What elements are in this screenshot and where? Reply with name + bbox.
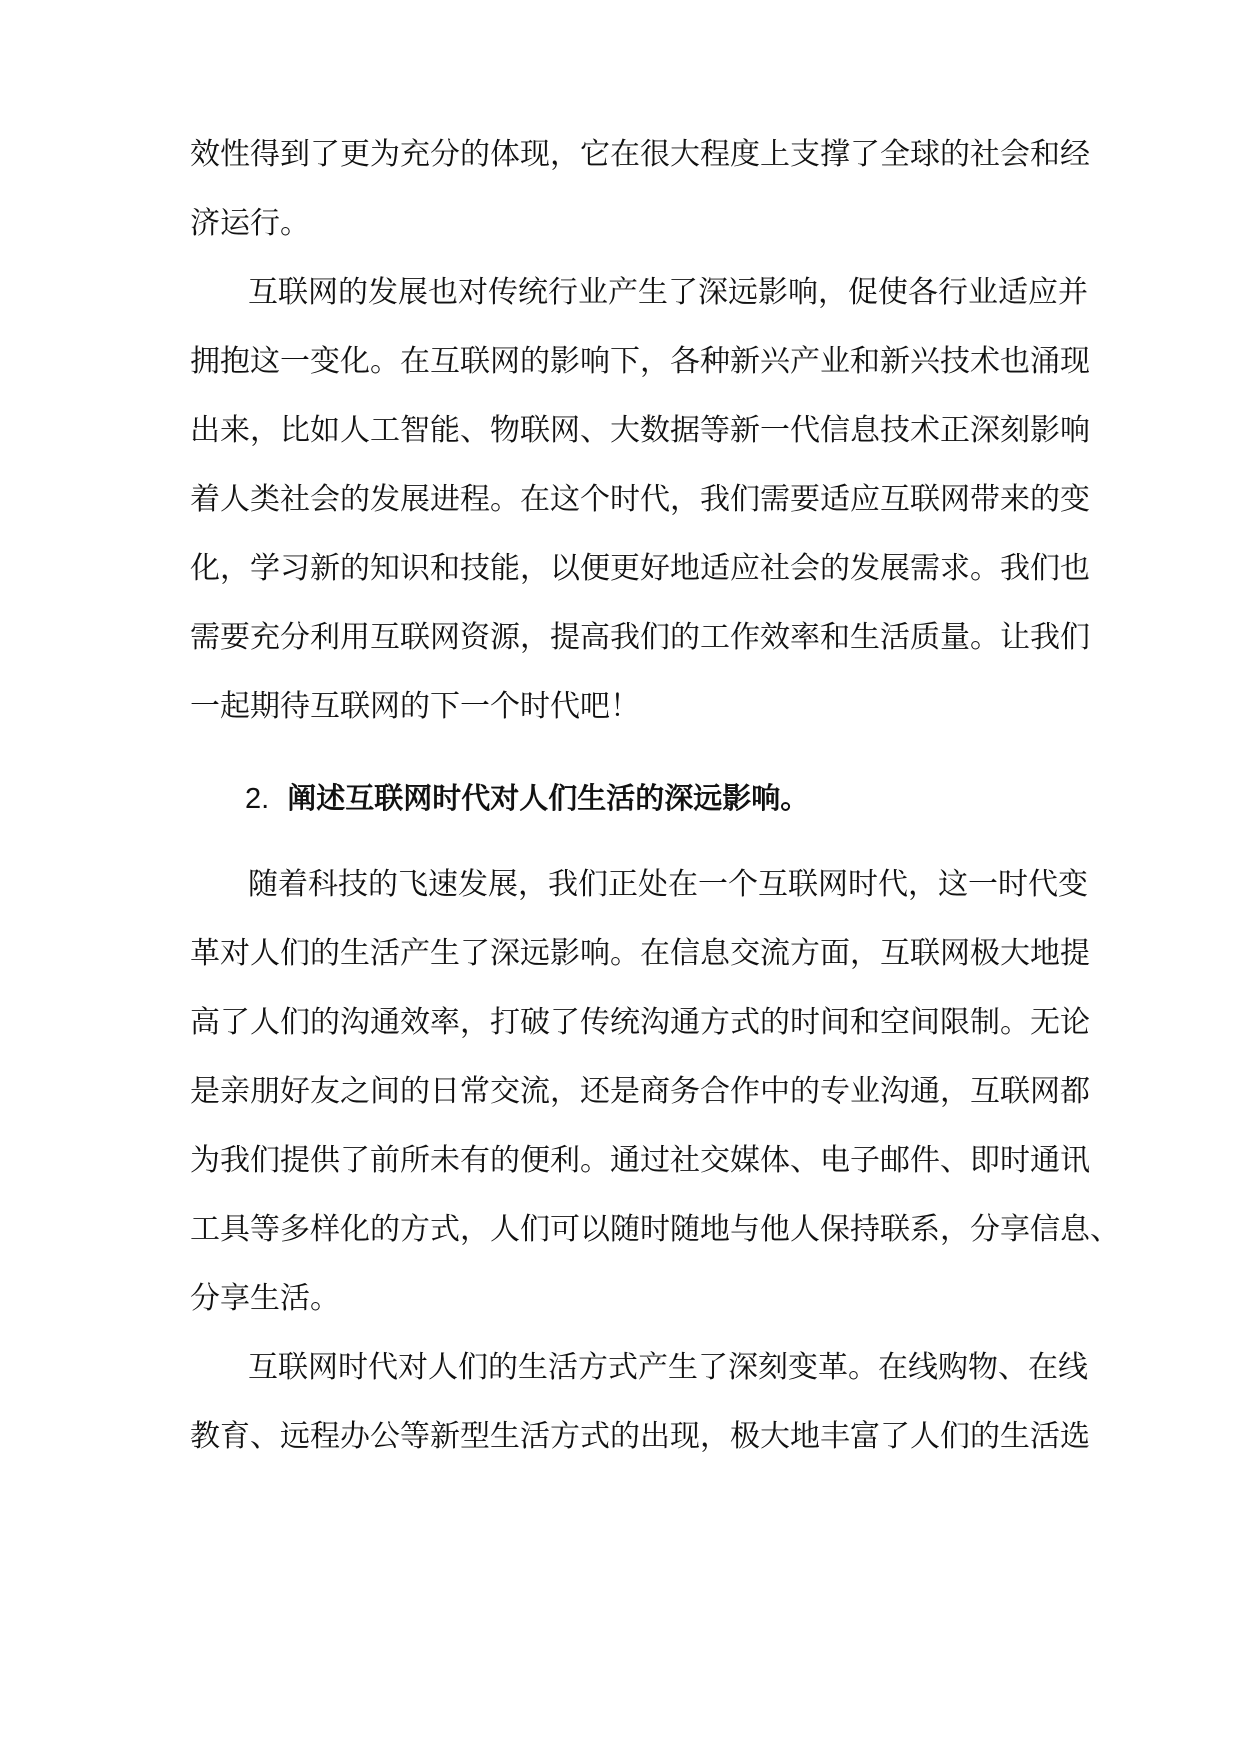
paragraph-line: 出来，比如人工智能、物联网、大数据等新一代信息技术正深刻影响 bbox=[190, 413, 1090, 448]
paragraph-line: 革对人们的生活产生了深远影响。在信息交流方面，互联网极大地提 bbox=[190, 936, 1090, 971]
paragraph-line: 一起期待互联网的下一个时代吧！ bbox=[190, 689, 640, 724]
paragraph-line: 教育、远程办公等新型生活方式的出现，极大地丰富了人们的生活选 bbox=[190, 1419, 1090, 1454]
paragraph-line: 分享生活。 bbox=[190, 1281, 340, 1316]
paragraph-line: 化，学习新的知识和技能，以便更好地适应社会的发展需求。我们也 bbox=[190, 551, 1090, 586]
paragraph-line: 互联网的发展也对传统行业产生了深远影响，促使各行业适应并 bbox=[248, 275, 1088, 310]
paragraph-line: 随着科技的飞速发展，我们正处在一个互联网时代，这一时代变 bbox=[248, 867, 1088, 902]
paragraph-line: 需要充分利用互联网资源，提高我们的工作效率和生活质量。让我们 bbox=[190, 620, 1090, 655]
paragraph-line: 是亲朋好友之间的日常交流，还是商务合作中的专业沟通，互联网都 bbox=[190, 1074, 1090, 1109]
section-number: 2. bbox=[245, 783, 270, 815]
paragraph-line: 济运行。 bbox=[190, 206, 310, 241]
paragraph-line: 拥抱这一变化。在互联网的影响下，各种新兴产业和新兴技术也涌现 bbox=[190, 344, 1090, 379]
paragraph-line: 着人类社会的发展进程。在这个时代，我们需要适应互联网带来的变 bbox=[190, 482, 1090, 517]
section-title: 阐述互联网时代对人们生活的深远影响。 bbox=[287, 781, 810, 815]
paragraph-line: 高了人们的沟通效率，打破了传统沟通方式的时间和空间限制。无论 bbox=[190, 1005, 1090, 1040]
paragraph-line: 工具等多样化的方式，人们可以随时随地与他人保持联系，分享信息、 bbox=[190, 1212, 1120, 1247]
paragraph-line: 互联网时代对人们的生活方式产生了深刻变革。在线购物、在线 bbox=[248, 1350, 1088, 1385]
paragraph-line: 效性得到了更为充分的体现，它在很大程度上支撑了全球的社会和经 bbox=[190, 137, 1090, 172]
paragraph-line: 为我们提供了前所未有的便利。通过社交媒体、电子邮件、即时通讯 bbox=[190, 1143, 1090, 1178]
section-heading bbox=[245, 774, 809, 822]
